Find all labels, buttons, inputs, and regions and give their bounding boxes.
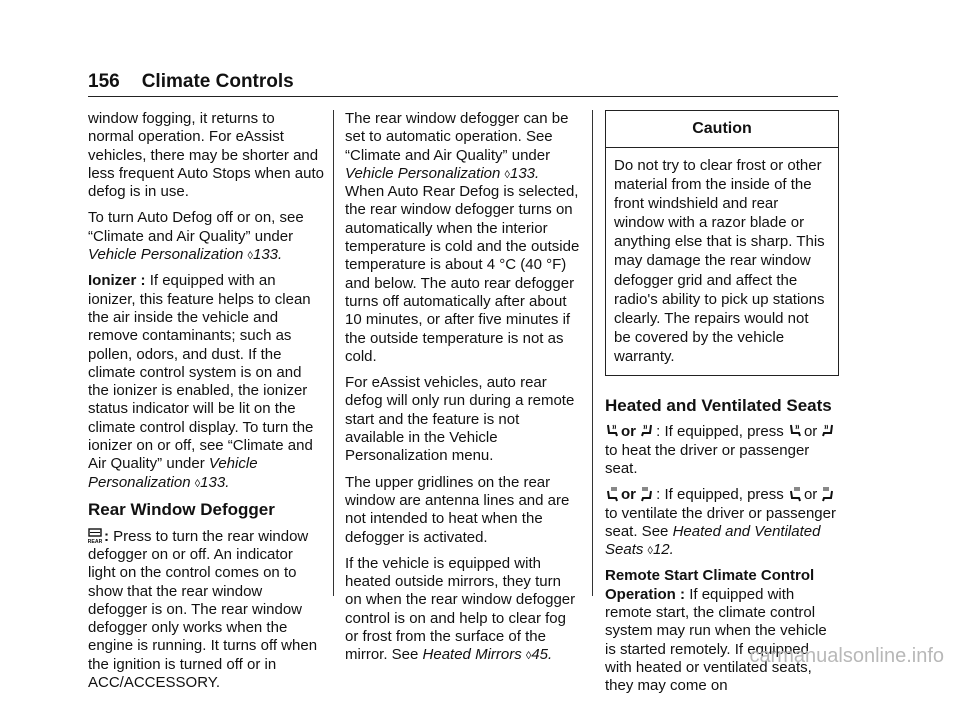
column-divider-1 [333,110,334,596]
paragraph: If the vehicle is equipped with heated outside mirrors, they turn on when the rear window defogger control is on and help to clear fog or frost from the surface of the mirror. See Heated Mirrors ◊45. [345,554,576,664]
page-reference-number[interactable]: 12 [652,541,670,559]
text: : If equipped, press [656,486,784,504]
caution-box [605,110,839,376]
caution-title: Caution [606,111,838,148]
cross-reference-link[interactable]: Vehicle Personalization [88,246,244,264]
page-reference-icon: ◊ [525,650,532,663]
heated-seat-left-icon [605,423,619,439]
text: When Auto Rear Defog is selected, the rear window defogger turns on automatically when the interior temperature is cold and the outside temperature is about 4 °C (40 °F) and below. The auto rear defogger turns off automatically after about 10 minutes, or after five minutes if the outside temperature is not as cold. [345,183,580,365]
caution-text: Do not try to clear frost or other material from the inside of the front windshield and rear window with a razor blade or anything else that is sharp. This may damage the rear window defogger grid and affect the radio's ability to pick up stations clearly. The repairs would not be covered by the vehicle warranty. [614,156,825,366]
section-heading: Rear Window Defogger [88,499,275,519]
rear-defog-label: REAR [88,538,102,544]
term-label: Remote Start Climate Control Operation : [605,567,815,603]
page-reference-icon: ◊ [504,168,510,181]
paragraph: window fogging, it returns to normal operation. For eAssist vehicles, there may be shorter and less frequent Auto Stops when auto defog is in use. [88,110,324,201]
paragraph: For eAssist vehicles, auto rear defog will only run during a remote start and the feature is not available in the Vehicle Personalization menu. [345,374,575,465]
page-reference-icon: ◊ [194,477,201,490]
heated-seat-right-icon [640,423,654,439]
text: If the vehicle is equipped with heated outside mirrors, they turn on when the rear window defogger control is on and help to clear fog or frost from the surface of the mirror. See [345,554,576,664]
section-heading: Heated and Ventilated Seats [605,395,832,415]
column-2 [345,110,581,673]
paragraph: The upper gridlines on the rear window are antenna lines and are not intended to heat when the defogger is activated. [345,473,570,546]
text: to ventilate the driver or passenger seat. See [605,504,836,540]
text: The rear window defogger can be set to automatic operation. See “Climate and Air Quality” under [345,110,569,164]
heated-seat-left-icon [788,423,802,439]
page-reference-icon: ◊ [647,545,653,558]
column-3 [605,110,839,703]
page-reference-number[interactable]: 133 [200,473,226,491]
section-title: Climate Controls [141,71,294,92]
ventilated-seat-right-icon [640,486,654,502]
cross-reference-link[interactable]: Vehicle Personalization [345,164,501,182]
text: or [803,486,818,504]
paragraph: or : If equipped, press or to ventilate the driver or passenger seat. See Heated and Ventilated Seats ◊12. [605,486,836,559]
text: To turn Auto Defog off or on, see “Climate and Air Quality” under [88,209,304,245]
text: : If equipped, press [656,423,784,441]
text: Press to turn the rear window defogger on or off. An indicator light on the control comes on to show that the rear window defogger is on. The rear window defogger only works when the engine is running. It turns off when the ignition is turned off or in ACC/ACCESSORY. [88,527,318,692]
text: If equipped with remote start, the climate control system may run when the vehicle is started remotely. If equipped with heated or ventilated seats, they may come on [605,585,827,695]
text: to heat the driver or passenger seat. [605,441,810,477]
ventilated-seat-left-icon [605,486,619,502]
page-reference-number[interactable]: 133 [252,246,279,264]
cross-reference-link[interactable]: Heated Mirrors [422,646,522,664]
paragraph: To turn Auto Defog off or on, see “Climate and Air Quality” under Vehicle Personalization ◊133. [88,209,304,264]
page-reference-number[interactable]: 45 [531,646,549,664]
header-rule [88,96,838,97]
ventilated-seat-right-icon [821,486,835,502]
or-label: or [621,423,636,441]
rear-defog-icon [88,528,102,544]
page-number: 156 [88,71,120,92]
heated-seat-right-icon [821,423,835,439]
paragraph: Ionizer : If equipped with an ionizer, this feature helps to clean the air inside the vehicle and remove contaminants; such as pollen, odors, and dust. If the climate control system is on and the ionizer is enabled, the ionizer status indicator will be lit on the climate control display. To turn the ionizer on or off, see “Climate and Air Quality” under Vehicle Personalization ◊133. [88,272,314,491]
paragraph [605,567,839,695]
page-reference-number[interactable]: 133 [509,164,536,182]
text: If equipped with an ionizer, this feature helps to clean the air inside the vehicle and remove contaminants; such as pollen, odors, and dust. If the climate control system is on and the ionizer is enabled, the ionizer status indicator will be lit on the climate control display. To turn the ionizer on or off, see “Climate and Air Quality” under [88,272,314,473]
paragraph [605,423,839,478]
cross-reference-link[interactable]: Heated and Ventilated Seats [605,522,821,559]
column-divider-2 [592,110,593,596]
term-label: Ionizer : [88,272,146,290]
ventilated-seat-left-icon [788,486,802,502]
watermark: carmanualsonline.info [749,644,944,667]
or-label: or [621,486,636,504]
paragraph: The rear window defogger can be set to automatic operation. See “Climate and Air Quality” under Vehicle Personalization ◊133. When Auto Rear Defog is selected, the rear window defogger turns on automatically when the interior temperature is cold and the outside temperature is about 4 °C (40 °F) and below. The auto rear defogger turns off automatically after about 10 minutes, or after five minutes if the outside temperature is not as cold. [345,110,580,365]
column-1 [88,110,324,700]
page-header [88,70,316,93]
page-reference-icon: ◊ [247,250,253,263]
cross-reference-link[interactable]: Vehicle Personalization [88,455,258,491]
text: or [803,423,818,441]
paragraph: REAR : Press to turn the rear window defogger on or off. An indicator light on the control comes on to show that the rear window defogger is on. The rear window defogger only works when the engine is running. It turns off when the ignition is turned off or in ACC/ACCESSORY. [88,527,318,692]
